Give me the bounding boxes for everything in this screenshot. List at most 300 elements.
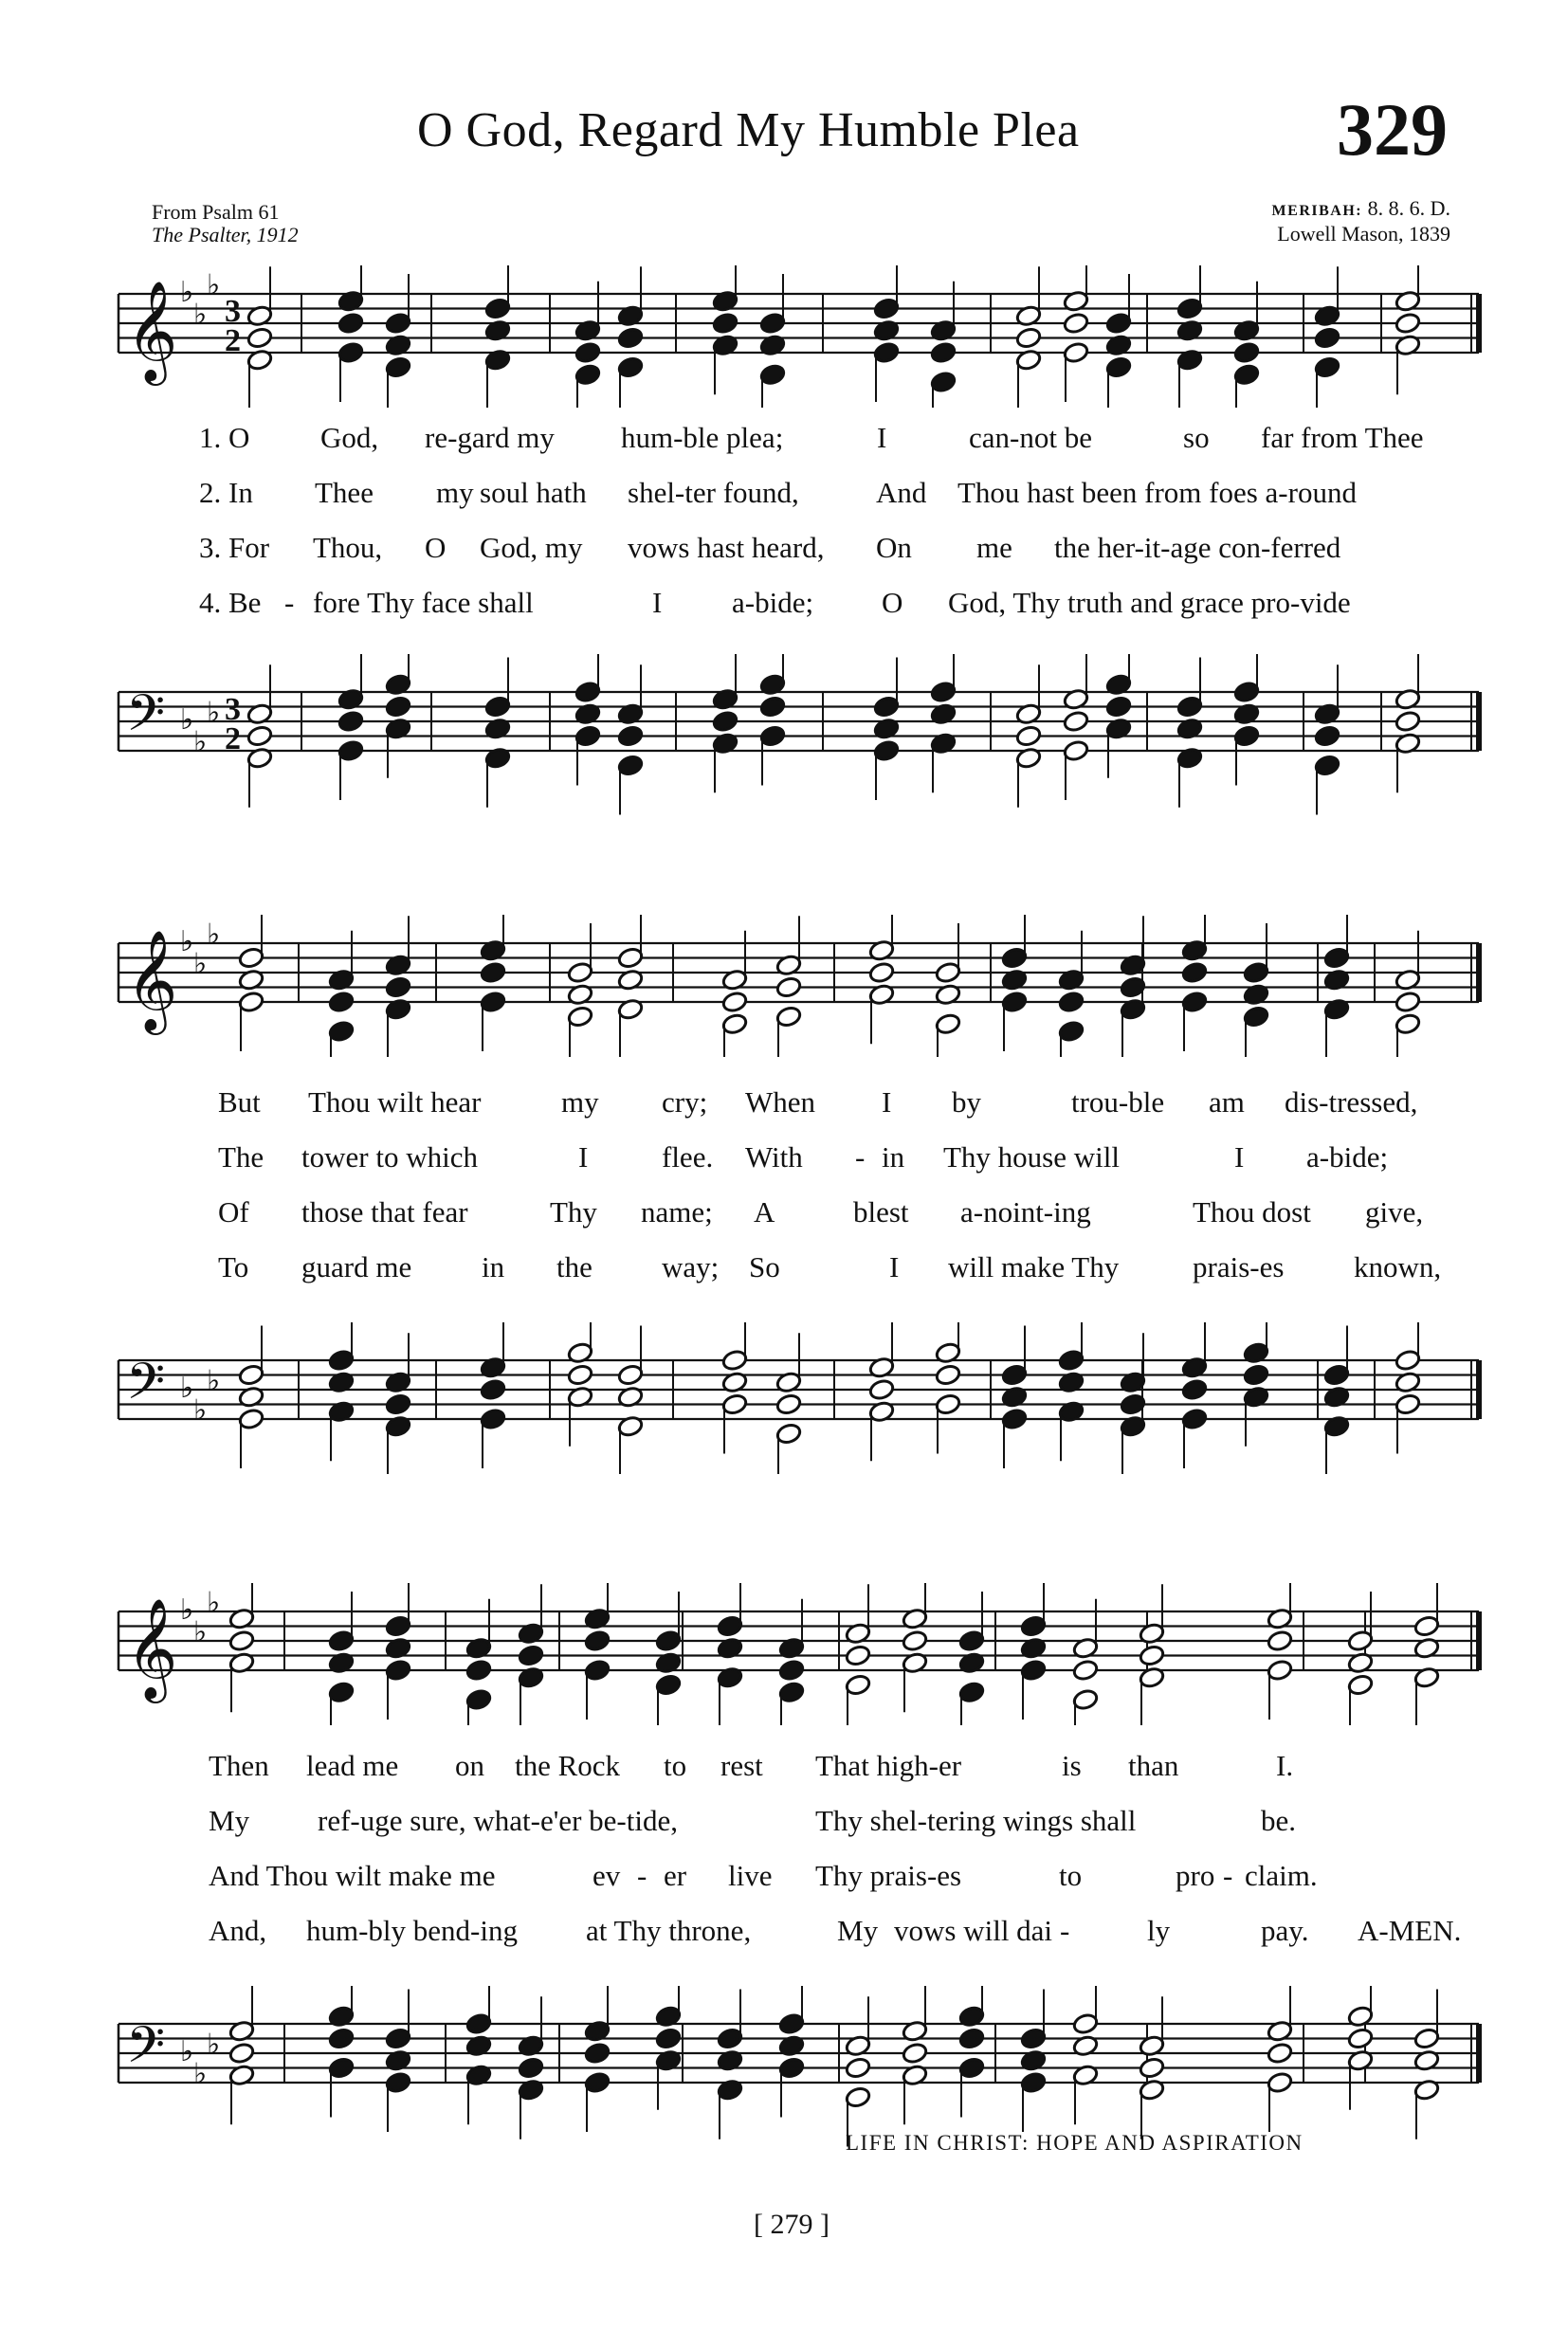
lyric-syllable: at Thy throne,	[586, 1914, 752, 1947]
time-signature-digit: 3	[225, 294, 241, 329]
treble-clef-icon: 𝄞	[126, 1597, 178, 1699]
half-note-head	[238, 946, 264, 969]
half-note-head	[1063, 341, 1089, 364]
quarter-note-head	[1181, 1378, 1208, 1401]
quarter-note-head	[328, 1020, 355, 1043]
flat-icon: ♭	[193, 1615, 208, 1649]
quarter-note-head	[584, 2071, 611, 2094]
lyric-syllable: -	[637, 1859, 647, 1892]
lyric-syllable: claim.	[1245, 1859, 1318, 1892]
half-note-head	[1413, 2027, 1440, 2049]
lyric-syllable: known,	[1354, 1250, 1442, 1283]
quarter-note-head	[574, 681, 601, 703]
quarter-note-head	[574, 363, 601, 386]
quarter-note-head	[759, 312, 786, 335]
half-note-head	[1267, 1659, 1293, 1682]
lyric-syllable: in	[882, 1140, 905, 1174]
flat-icon: ♭	[193, 947, 208, 981]
quarter-note-head	[480, 961, 506, 984]
quarter-note-head	[480, 1408, 506, 1430]
lyric-syllable: a-noint-ing	[960, 1195, 1091, 1229]
lyric-syllable: trou-ble	[1071, 1085, 1165, 1119]
lyric-syllable: Thou wilt hear	[308, 1085, 482, 1119]
half-note-head	[845, 2085, 871, 2108]
flat-icon: ♭	[180, 925, 194, 958]
quarter-note-head	[574, 341, 601, 364]
half-note-head	[1267, 1629, 1293, 1652]
flat-icon: ♭	[207, 1364, 221, 1398]
half-note-head	[935, 961, 961, 984]
lyric-syllable: ev	[593, 1859, 621, 1892]
half-note-head	[775, 1005, 802, 1028]
lyric-syllable: by	[952, 1085, 981, 1119]
lyric-syllable: the her-it-age con-ferred	[1054, 531, 1341, 564]
lyric-syllable: A-MEN.	[1358, 1914, 1462, 1947]
quarter-note-head	[1176, 297, 1203, 319]
quarter-note-head	[717, 1614, 743, 1637]
quarter-note-head	[1176, 695, 1203, 718]
lyric-syllable: A	[754, 1195, 775, 1229]
quarter-note-head	[958, 1629, 985, 1652]
tune-name: MERIBAH:	[1271, 203, 1363, 219]
lyric-syllable: vows will dai	[894, 1914, 1053, 1947]
lyric-syllable: to	[1059, 1859, 1083, 1892]
half-note-head	[1347, 1673, 1374, 1696]
quarter-note-head	[617, 754, 644, 776]
lyric-syllable: soul hath	[480, 476, 587, 509]
lyric-syllable: cry;	[662, 1085, 708, 1119]
half-note-head	[228, 1629, 255, 1652]
half-note-head	[246, 326, 273, 349]
lyric-syllable: Thee	[315, 476, 374, 509]
quarter-note-head	[574, 724, 601, 747]
flat-icon: ♭	[207, 696, 221, 730]
half-note-head	[935, 1363, 961, 1386]
quarter-note-head	[930, 341, 957, 364]
lyric-syllable: rest	[720, 1749, 763, 1782]
lyric-syllable: er	[664, 1859, 687, 1892]
quarter-note-head	[1105, 355, 1132, 378]
half-note-head	[228, 2042, 255, 2065]
lyric-syllable: God, my	[480, 531, 583, 564]
quarter-note-head	[759, 363, 786, 386]
flat-icon: ♭	[193, 1393, 208, 1428]
quarter-note-head	[873, 341, 900, 364]
lyric-syllable: hum-bly bend-ing	[306, 1914, 518, 1947]
half-note-head	[1063, 710, 1089, 733]
text-source-psalter: The Psalter, 1912	[152, 223, 299, 246]
quarter-note-head	[1243, 961, 1269, 984]
lyric-syllable: live	[728, 1859, 773, 1892]
quarter-note-head	[778, 1659, 805, 1682]
quarter-note-head	[1020, 2071, 1047, 2094]
flat-icon: ♭	[180, 1593, 194, 1627]
tune-name-meter	[1166, 197, 1450, 223]
lyric-syllable: name;	[641, 1195, 713, 1229]
quarter-note-head	[873, 297, 900, 319]
flat-icon: ♭	[193, 725, 208, 759]
half-note-head	[775, 1393, 802, 1415]
lyric-syllable: a-bide;	[1306, 1140, 1389, 1174]
quarter-note-head	[337, 341, 364, 364]
lyric-syllable: With	[745, 1140, 803, 1174]
quarter-note-head	[1105, 695, 1132, 718]
quarter-note-head	[1058, 1349, 1085, 1372]
quarter-note-head	[465, 2012, 492, 2035]
half-note-head	[868, 961, 895, 984]
flat-icon: ♭	[193, 2057, 208, 2091]
lyric-syllable: 3. For	[199, 531, 270, 564]
flat-icon: ♭	[207, 918, 221, 952]
time-signature-digit: 2	[225, 721, 241, 756]
lyric-syllable: those that fear	[301, 1195, 468, 1229]
lyric-syllable: 1. O	[199, 421, 250, 454]
time-signature-digit: 3	[225, 692, 241, 727]
system-1-treble-staff	[0, 265, 1568, 408]
lyric-syllable: fore Thy face shall	[313, 586, 534, 619]
lyric-syllable: O	[882, 586, 903, 619]
quarter-note-head	[1243, 1363, 1269, 1386]
lyric-syllable: far from Thee	[1261, 421, 1424, 454]
quarter-note-head	[1314, 724, 1340, 747]
half-note-head	[1413, 1614, 1440, 1637]
lyric-syllable: will make Thy	[948, 1250, 1120, 1283]
half-note-head	[935, 1012, 961, 1035]
lyric-syllable: Of	[218, 1195, 249, 1229]
lyric-syllable: The	[218, 1140, 264, 1174]
lyric-syllable: Thy shel-tering wings shall	[815, 1804, 1137, 1837]
lyric-syllable: So	[749, 1250, 780, 1283]
quarter-note-head	[1058, 1020, 1085, 1043]
lyric-syllable: Thy house will	[943, 1140, 1120, 1174]
quarter-note-head	[655, 1673, 682, 1696]
lyric-syllable: I	[578, 1140, 589, 1174]
lyric-syllable: Thy	[550, 1195, 597, 1229]
lyric-syllable: To	[218, 1250, 249, 1283]
lyric-syllable: prais-es	[1193, 1250, 1285, 1283]
quarter-note-head	[1314, 326, 1340, 349]
quarter-note-head	[1314, 754, 1340, 776]
quarter-note-head	[655, 1629, 682, 1652]
lyric-syllable: My	[209, 1804, 250, 1837]
half-note-head	[1072, 1688, 1099, 1711]
half-note-head	[845, 2056, 871, 2079]
quarter-note-head	[1001, 946, 1028, 969]
bass-clef-icon: 𝄢	[126, 684, 166, 755]
quarter-note-head	[1001, 1408, 1028, 1430]
system-3-treble-staff	[0, 1583, 1568, 1725]
half-note-head	[617, 1363, 644, 1386]
half-note-head	[1072, 1659, 1099, 1682]
half-note-head	[246, 724, 273, 747]
lyric-syllable: flee.	[662, 1140, 714, 1174]
lyric-syllable: hum-ble plea;	[621, 421, 784, 454]
quarter-note-head	[518, 1644, 544, 1666]
half-note-head	[1267, 2071, 1293, 2094]
lyric-syllable: ref-uge sure, what-e'er be-tide,	[318, 1804, 678, 1837]
half-note-head	[721, 1349, 748, 1372]
quarter-note-head	[1020, 1659, 1047, 1682]
half-note-head	[1395, 710, 1421, 733]
quarter-note-head	[1233, 724, 1260, 747]
quarter-note-head	[484, 297, 511, 319]
quarter-note-head	[655, 2027, 682, 2049]
lyric-syllable: am	[1209, 1085, 1245, 1119]
lyric-syllable: I	[877, 421, 887, 454]
lyric-syllable: God,	[320, 421, 379, 454]
quarter-note-head	[385, 312, 411, 335]
half-note-head	[775, 975, 802, 998]
quarter-note-head	[337, 739, 364, 762]
treble-clef-icon: 𝄞	[126, 929, 178, 1030]
half-note-head	[1395, 1012, 1421, 1035]
system-1-bass-staff	[0, 654, 1568, 815]
quarter-note-head	[385, 975, 411, 998]
lyric-syllable: I	[652, 586, 663, 619]
lyric-syllable: I	[882, 1085, 892, 1119]
half-note-head	[567, 961, 593, 984]
quarter-note-head	[873, 739, 900, 762]
quarter-note-head	[484, 695, 511, 718]
quarter-note-head	[617, 326, 644, 349]
quarter-note-head	[385, 695, 411, 718]
lyric-syllable: O	[425, 531, 447, 564]
quarter-note-head	[465, 1659, 492, 1682]
lyric-syllable: But	[218, 1085, 261, 1119]
quarter-note-head	[584, 1629, 611, 1652]
lyric-syllable: tower to which	[301, 1140, 478, 1174]
hymn-category: LIFE IN CHRIST: HOPE AND ASPIRATION	[846, 2131, 1304, 2155]
hymn-title: O God, Regard My Humble Plea	[417, 103, 1080, 157]
flat-icon: ♭	[180, 703, 194, 737]
lyric-syllable: ly	[1147, 1914, 1171, 1947]
lyric-syllable: so	[1183, 421, 1210, 454]
half-note-head	[775, 1422, 802, 1445]
system-2-bass-staff	[0, 1322, 1568, 1474]
lyric-syllable: blest	[853, 1195, 909, 1229]
quarter-note-head	[584, 1659, 611, 1682]
flat-icon: ♭	[180, 2035, 194, 2068]
lyric-syllable: dis-tressed,	[1285, 1085, 1418, 1119]
quarter-note-head	[1181, 961, 1208, 984]
bass-clef-icon: 𝄢	[126, 2016, 166, 2087]
hymn-number: 329	[1337, 88, 1448, 171]
lyric-syllable: a-bide;	[732, 586, 814, 619]
quarter-note-head	[778, 2012, 805, 2035]
lyric-syllable: My	[837, 1914, 879, 1947]
composer: Lowell Mason, 1839	[1277, 222, 1450, 246]
half-note-head	[238, 1408, 264, 1430]
quarter-note-head	[328, 991, 355, 1013]
meter: 8. 8. 6. D.	[1367, 196, 1450, 220]
lyric-syllable: is	[1062, 1749, 1082, 1782]
quarter-note-head	[958, 2027, 985, 2049]
quarter-note-head	[930, 681, 957, 703]
half-note-head	[868, 1378, 895, 1401]
lyric-syllable: 4. Be	[199, 586, 262, 619]
lyric-syllable: I.	[1276, 1749, 1294, 1782]
quarter-note-head	[385, 1393, 411, 1415]
quarter-note-head	[584, 2042, 611, 2065]
quarter-note-head	[328, 2056, 355, 2079]
lyric-syllable: in	[482, 1250, 505, 1283]
quarter-note-head	[1233, 681, 1260, 703]
lyric-syllable: guard me	[301, 1250, 412, 1283]
lyric-syllable: 2. In	[199, 476, 253, 509]
half-note-head	[1347, 2027, 1374, 2049]
lyric-syllable: the	[556, 1250, 593, 1283]
half-note-head	[721, 991, 748, 1013]
system-2-treble-staff	[0, 915, 1568, 1057]
half-note-head	[1139, 2056, 1165, 2079]
half-note-head	[902, 2042, 928, 2065]
lyric-syllable: -	[1223, 1859, 1233, 1892]
quarter-note-head	[778, 2056, 805, 2079]
lyric-syllable: re-gard my	[425, 421, 555, 454]
lyric-syllable: When	[745, 1085, 816, 1119]
quarter-note-head	[759, 695, 786, 718]
quarter-note-head	[1181, 1408, 1208, 1430]
quarter-note-head	[480, 991, 506, 1013]
half-note-head	[935, 1393, 961, 1415]
quarter-note-head	[1181, 991, 1208, 1013]
half-note-head	[1015, 724, 1042, 747]
quarter-note-head	[328, 1349, 355, 1372]
quarter-note-head	[385, 2027, 411, 2049]
quarter-note-head	[385, 1659, 411, 1682]
lyric-syllable: Thou dost	[1193, 1195, 1311, 1229]
quarter-note-head	[712, 312, 738, 335]
half-note-head	[617, 946, 644, 969]
quarter-note-head	[617, 355, 644, 378]
half-note-head	[1395, 1349, 1421, 1372]
quarter-note-head	[1001, 991, 1028, 1013]
half-note-head	[1395, 1393, 1421, 1415]
quarter-note-head	[873, 695, 900, 718]
half-note-head	[1072, 2012, 1099, 2035]
bass-clef-icon: 𝄢	[126, 1353, 166, 1424]
text-source-psalm: From Psalm 61	[152, 200, 280, 224]
lyric-syllable: lead me	[306, 1749, 399, 1782]
quarter-note-head	[385, 355, 411, 378]
half-note-head	[567, 1005, 593, 1028]
quarter-note-head	[328, 2027, 355, 2049]
quarter-note-head	[385, 1614, 411, 1637]
lyric-syllable: me	[976, 531, 1012, 564]
lyric-syllable: Then	[209, 1749, 269, 1782]
half-note-head	[567, 1363, 593, 1386]
half-note-head	[902, 1629, 928, 1652]
lyric-syllable: On	[876, 531, 912, 564]
lyric-syllable: pro	[1176, 1859, 1215, 1892]
lyric-syllable: vows hast heard,	[628, 531, 825, 564]
lyric-syllable: -	[1060, 1914, 1070, 1947]
quarter-note-head	[712, 710, 738, 733]
lyric-syllable: on	[455, 1749, 484, 1782]
lyric-syllable: give,	[1365, 1195, 1424, 1229]
time-signature-digit: 2	[225, 323, 241, 358]
lyric-syllable: to	[664, 1749, 687, 1782]
flat-icon: ♭	[180, 276, 194, 309]
quarter-note-head	[958, 1681, 985, 1703]
half-note-head	[1395, 312, 1421, 335]
flat-icon: ♭	[193, 298, 208, 332]
lyric-syllable: way;	[662, 1250, 720, 1283]
quarter-note-head	[1020, 2027, 1047, 2049]
flat-icon: ♭	[207, 268, 221, 302]
treble-clef-icon: 𝄞	[126, 280, 178, 381]
lyric-syllable: I	[1234, 1140, 1245, 1174]
flat-icon: ♭	[207, 1586, 221, 1620]
quarter-note-head	[1001, 1363, 1028, 1386]
quarter-note-head	[1058, 991, 1085, 1013]
lyric-syllable: shel-ter found,	[628, 476, 799, 509]
quarter-note-head	[1323, 946, 1350, 969]
quarter-note-head	[958, 2056, 985, 2079]
quarter-note-head	[1233, 363, 1260, 386]
lyric-syllable: Thou hast been from foes a-round	[957, 476, 1357, 509]
half-note-head	[721, 1393, 748, 1415]
quarter-note-head	[1314, 355, 1340, 378]
quarter-note-head	[518, 2056, 544, 2079]
half-note-head	[1063, 312, 1089, 335]
quarter-note-head	[759, 724, 786, 747]
lyric-syllable: my	[436, 476, 474, 509]
lyric-syllable: pay.	[1261, 1914, 1309, 1947]
quarter-note-head	[717, 2027, 743, 2049]
text-source	[152, 201, 299, 246]
lyric-syllable: And	[876, 476, 927, 509]
flat-icon: ♭	[180, 1372, 194, 1405]
lyric-syllable: Thou,	[313, 531, 383, 564]
half-note-head	[1063, 739, 1089, 762]
quarter-note-head	[1323, 1363, 1350, 1386]
half-note-head	[1015, 326, 1042, 349]
quarter-note-head	[617, 724, 644, 747]
lyric-syllable: be.	[1261, 1804, 1297, 1837]
quarter-note-head	[1243, 1005, 1269, 1028]
tune-info	[1166, 197, 1450, 246]
lyric-syllable: God, Thy truth and grace pro-vide	[948, 586, 1351, 619]
system-3-bass-staff	[0, 1986, 1568, 2147]
flat-icon: ♭	[207, 2028, 221, 2062]
half-note-head	[721, 1012, 748, 1035]
quarter-note-head	[1233, 341, 1260, 364]
quarter-note-head	[328, 1681, 355, 1703]
quarter-note-head	[1020, 1614, 1047, 1637]
quarter-note-head	[337, 312, 364, 335]
lyric-syllable: That high-er	[815, 1749, 962, 1782]
quarter-note-head	[930, 371, 957, 393]
lyric-syllable: the Rock	[515, 1749, 621, 1782]
quarter-note-head	[465, 1688, 492, 1711]
lyric-syllable: -	[855, 1140, 866, 1174]
half-note-head	[1139, 1644, 1165, 1666]
half-note-head	[1267, 2042, 1293, 2065]
lyric-syllable: I	[889, 1250, 900, 1283]
quarter-note-head	[385, 2071, 411, 2094]
half-note-head	[845, 1673, 871, 1696]
lyric-syllable: -	[284, 586, 295, 619]
half-note-head	[845, 1644, 871, 1666]
quarter-note-head	[480, 1378, 506, 1401]
lyric-syllable: than	[1128, 1749, 1179, 1782]
lyric-syllable: And,	[209, 1914, 267, 1947]
quarter-note-head	[337, 710, 364, 733]
half-note-head	[1347, 1629, 1374, 1652]
lyric-syllable: can-not be	[969, 421, 1092, 454]
half-note-head	[238, 991, 264, 1013]
